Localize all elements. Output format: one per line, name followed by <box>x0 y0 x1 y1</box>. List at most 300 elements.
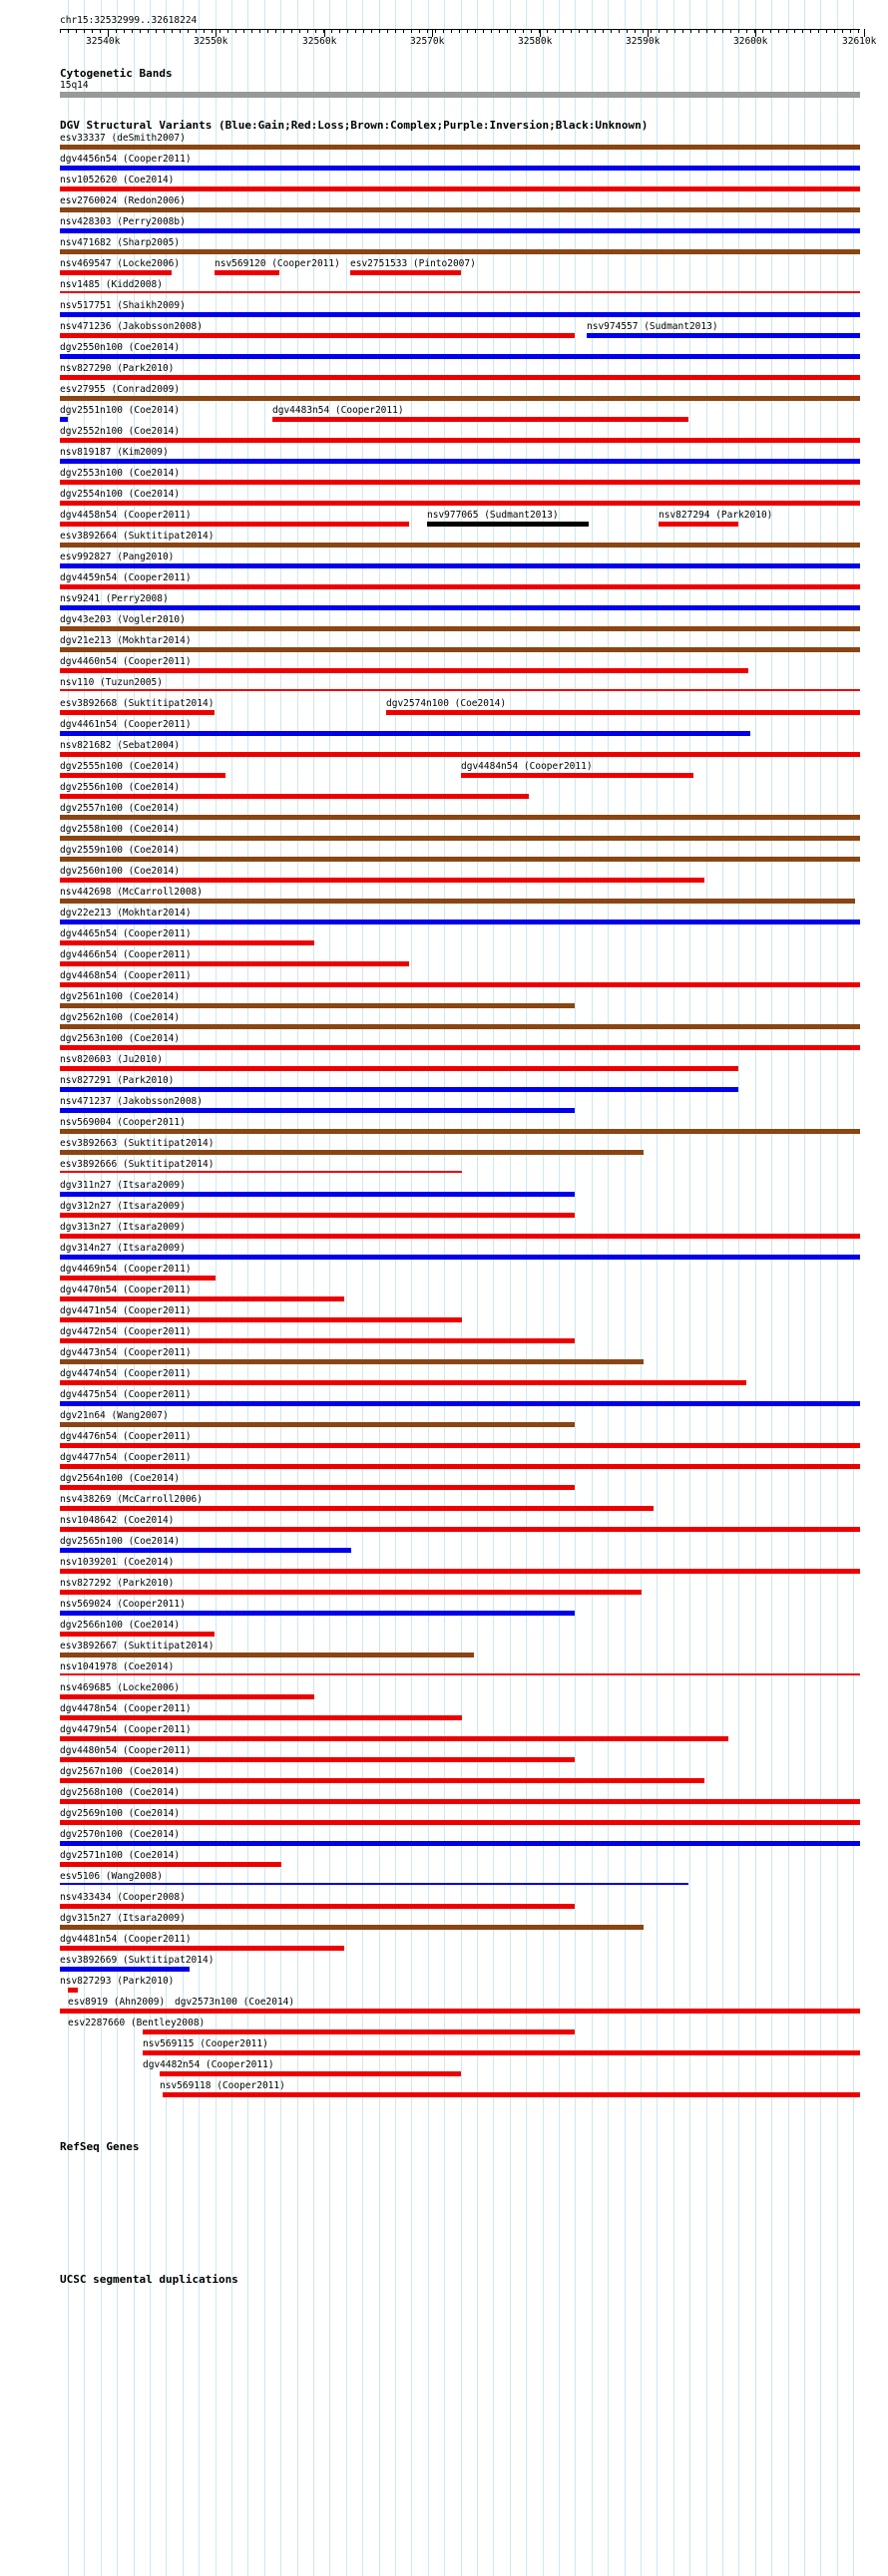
variant-label: dgv4481n54 (Cooper2011) <box>60 1934 192 1945</box>
ruler-minor-tick <box>371 29 372 33</box>
variant-label: dgv4477n54 (Cooper2011) <box>60 1452 192 1463</box>
variant-label: nsv821682 (Sebat2004) <box>60 740 181 751</box>
variant-bar <box>60 1171 462 1173</box>
ruler-minor-tick <box>531 29 532 33</box>
grid-line <box>411 0 412 2576</box>
variant-bar <box>60 186 860 191</box>
variant-label: nsv471237 (Jakobsson2008) <box>60 1096 203 1107</box>
ruler-minor-tick <box>299 29 300 33</box>
ruler-minor-tick <box>858 29 859 33</box>
variant-label: nsv827293 (Park2010) <box>60 1976 175 1987</box>
variant-bar <box>60 1255 860 1260</box>
ruler-minor-tick <box>818 29 819 33</box>
variant-bar <box>60 752 860 757</box>
variant-label: dgv2563n100 (Coe2014) <box>60 1033 181 1044</box>
ruler-minor-tick <box>659 29 660 33</box>
variant-bar <box>60 605 860 610</box>
variant-bar <box>659 522 738 527</box>
variant-bar <box>60 417 68 422</box>
ruler-minor-tick <box>651 29 652 33</box>
ruler-minor-tick <box>475 29 476 33</box>
ruler-minor-tick <box>850 29 851 33</box>
variant-bar <box>60 270 172 275</box>
ruler-minor-tick <box>515 29 516 33</box>
variant-label: esv2287660 (Bentley2008) <box>68 2018 206 2028</box>
variant-bar <box>60 1653 474 1657</box>
ruler-minor-tick <box>212 29 213 33</box>
variant-label: nsv442698 (McCarroll2008) <box>60 887 203 898</box>
grid-line <box>313 0 314 2576</box>
ruler-minor-tick <box>499 29 500 33</box>
variant-bar <box>60 1841 860 1846</box>
grid-line <box>771 0 772 2576</box>
variant-bar <box>60 1108 575 1113</box>
variant-label: dgv21e213 (Mokhtar2014) <box>60 635 192 646</box>
ruler-tick-label: 32610k <box>842 36 877 47</box>
segdups-title: UCSC segmental duplications <box>60 2273 238 2286</box>
variant-label: dgv4478n54 (Cooper2011) <box>60 1703 192 1714</box>
variant-bar <box>60 459 860 464</box>
variant-bar <box>60 1464 860 1469</box>
variant-label: dgv2558n100 (Coe2014) <box>60 824 181 835</box>
ruler-minor-tick <box>140 29 141 33</box>
ruler-minor-tick <box>682 29 683 33</box>
variant-bar <box>60 1338 575 1343</box>
grid-line <box>264 0 265 2576</box>
variant-bar <box>60 878 704 883</box>
variant-bar <box>60 1317 462 1322</box>
variant-bar <box>60 228 860 233</box>
variant-label: dgv2552n100 (Coe2014) <box>60 426 181 437</box>
ruler-minor-tick <box>291 29 292 33</box>
variant-label: dgv4461n54 (Cooper2011) <box>60 719 192 730</box>
variant-label: dgv4468n54 (Cooper2011) <box>60 970 192 981</box>
ruler-minor-tick <box>523 29 524 33</box>
variant-bar <box>143 2050 860 2055</box>
variant-bar <box>60 1925 644 1930</box>
variant-label: dgv4473n54 (Cooper2011) <box>60 1347 192 1358</box>
variant-bar <box>60 1757 575 1762</box>
variant-bar <box>60 794 529 799</box>
variant-bar <box>60 899 855 904</box>
ruler-minor-tick <box>76 29 77 33</box>
variant-bar <box>60 626 860 631</box>
ruler-minor-tick <box>307 29 308 33</box>
variant-bar <box>60 1883 688 1885</box>
ruler-minor-tick <box>491 29 492 33</box>
variant-label: nsv820603 (Ju2010) <box>60 1054 163 1065</box>
ruler-minor-tick <box>738 29 739 33</box>
variant-label: dgv2564n100 (Coe2014) <box>60 1473 181 1484</box>
variant-bar <box>350 270 461 275</box>
variant-label: dgv4484n54 (Cooper2011) <box>461 761 593 772</box>
variant-label: nsv819187 (Kim2009) <box>60 447 169 458</box>
grid-line <box>428 0 429 2576</box>
ruler-minor-tick <box>563 29 564 33</box>
ruler-minor-tick <box>259 29 260 33</box>
variant-label: dgv2573n100 (Coe2014) <box>175 1997 295 2008</box>
variant-bar <box>60 1694 314 1699</box>
variant-bar <box>60 1778 704 1783</box>
coordinates-label: chr15:32532999..32618224 <box>60 15 198 26</box>
ruler-minor-tick <box>611 29 612 33</box>
ruler-minor-tick <box>587 29 588 33</box>
ruler-minor-tick <box>427 29 428 33</box>
variant-label: dgv2567n100 (Coe2014) <box>60 1766 181 1777</box>
ruler-minor-tick <box>403 29 404 33</box>
ruler-minor-tick <box>363 29 364 33</box>
variant-bar <box>60 1715 462 1720</box>
variant-bar <box>60 375 860 380</box>
variant-bar <box>60 501 860 506</box>
ruler-minor-tick <box>547 29 548 33</box>
ruler-minor-tick <box>555 29 556 33</box>
variant-label: dgv4465n54 (Cooper2011) <box>60 928 192 939</box>
ruler-minor-tick <box>132 29 133 33</box>
ruler-minor-tick <box>267 29 268 33</box>
ruler-minor-tick <box>172 29 173 33</box>
variant-bar <box>60 2009 860 2014</box>
ruler-minor-tick <box>443 29 444 33</box>
ruler-minor-tick <box>666 29 667 33</box>
ruler-minor-tick <box>283 29 284 33</box>
ruler-minor-tick <box>435 29 436 33</box>
grid-line <box>804 0 805 2576</box>
variant-label: dgv2561n100 (Coe2014) <box>60 991 181 1002</box>
variant-label: nsv1048642 (Coe2014) <box>60 1515 175 1526</box>
variant-bar <box>60 940 314 945</box>
variant-label: esv33337 (deSmith2007) <box>60 133 186 144</box>
variant-bar <box>60 1967 190 1972</box>
variant-bar <box>60 961 409 966</box>
grid-line <box>379 0 380 2576</box>
variant-label: nsv974557 (Sudmant2013) <box>587 321 718 332</box>
ruler-minor-tick <box>786 29 787 33</box>
variant-label: dgv314n27 (Itsara2009) <box>60 1243 186 1254</box>
variant-label: esv3892668 (Suktitipat2014) <box>60 698 215 709</box>
variant-bar <box>60 480 860 485</box>
variant-label: dgv2560n100 (Coe2014) <box>60 866 181 877</box>
variant-bar <box>60 1590 642 1595</box>
variant-bar <box>60 1234 860 1239</box>
variant-bar <box>60 1527 860 1532</box>
variant-bar <box>60 1506 654 1511</box>
variant-label: dgv4458n54 (Cooper2011) <box>60 510 192 521</box>
grid-line <box>231 0 232 2576</box>
variant-bar <box>60 1359 644 1364</box>
variant-bar <box>160 2071 461 2076</box>
variant-bar <box>60 1066 738 1071</box>
ruler-minor-tick <box>156 29 157 33</box>
grid-line <box>673 0 674 2576</box>
variant-label: dgv4456n54 (Cooper2011) <box>60 154 192 165</box>
ruler-minor-tick <box>706 29 707 33</box>
variant-bar <box>427 522 589 527</box>
variant-bar <box>60 668 748 673</box>
variant-bar <box>60 920 860 924</box>
ruler-minor-tick <box>92 29 93 33</box>
variant-label: dgv2562n100 (Coe2014) <box>60 1012 181 1023</box>
ruler-minor-tick <box>148 29 149 33</box>
variant-bar <box>60 1946 344 1951</box>
variant-label: dgv313n27 (Itsara2009) <box>60 1222 186 1233</box>
variant-label: nsv569004 (Cooper2011) <box>60 1117 186 1128</box>
ruler-minor-tick <box>595 29 596 33</box>
variant-label: dgv22e213 (Mokhtar2014) <box>60 908 192 919</box>
grid-line <box>477 0 478 2576</box>
ruler-tick-label: 32580k <box>518 36 553 47</box>
variant-label: nsv469547 (Locke2006) <box>60 258 181 269</box>
ruler-minor-tick <box>770 29 771 33</box>
variant-label: nsv471236 (Jakobsson2008) <box>60 321 203 332</box>
variant-bar <box>215 270 279 275</box>
grid-line <box>575 0 576 2576</box>
variant-label: nsv569118 (Cooper2011) <box>160 2080 285 2091</box>
ruler-minor-tick <box>243 29 244 33</box>
ruler-minor-tick <box>714 29 715 33</box>
variant-bar <box>60 1569 860 1574</box>
ruler-minor-tick <box>507 29 508 33</box>
grid-line <box>543 0 544 2576</box>
variant-label: esv5106 (Wang2008) <box>60 1871 163 1882</box>
ruler-minor-tick <box>459 29 460 33</box>
grid-line <box>657 0 658 2576</box>
variant-label: nsv1041978 (Coe2014) <box>60 1661 175 1672</box>
ruler-minor-tick <box>235 29 236 33</box>
ruler-minor-tick <box>674 29 675 33</box>
variant-label: dgv312n27 (Itsara2009) <box>60 1201 186 1212</box>
variant-bar <box>60 857 860 862</box>
ruler-minor-tick <box>68 29 69 33</box>
variant-label: dgv2550n100 (Coe2014) <box>60 342 181 353</box>
ruler-tick-label: 32540k <box>86 36 121 47</box>
variant-label: nsv1039201 (Coe2014) <box>60 1557 175 1568</box>
variant-bar <box>60 1213 575 1218</box>
variant-bar <box>143 2029 575 2034</box>
variant-bar <box>60 1673 860 1675</box>
ruler-minor-tick <box>619 29 620 33</box>
variant-label: nsv110 (Tuzun2005) <box>60 677 163 688</box>
variant-bar <box>60 647 860 652</box>
variant-label: dgv2556n100 (Coe2014) <box>60 782 181 793</box>
variant-bar <box>60 1401 860 1406</box>
variant-bar <box>60 773 225 778</box>
ruler-tick-label: 32570k <box>410 36 445 47</box>
ruler-minor-tick <box>60 29 61 33</box>
ruler-minor-tick <box>84 29 85 33</box>
ruler-minor-tick <box>635 29 636 33</box>
grid-line <box>853 0 854 2576</box>
variant-bar <box>461 773 693 778</box>
variant-label: dgv4480n54 (Cooper2011) <box>60 1745 192 1756</box>
variant-bar <box>60 815 860 820</box>
ruler-minor-tick <box>387 29 388 33</box>
ruler-minor-tick <box>331 29 332 33</box>
variant-bar <box>60 1045 860 1050</box>
variant-label: dgv2570n100 (Coe2014) <box>60 1829 181 1840</box>
variant-bar <box>60 249 860 254</box>
variant-bar <box>60 710 215 715</box>
ruler-minor-tick <box>627 29 628 33</box>
variant-label: dgv2565n100 (Coe2014) <box>60 1536 181 1547</box>
variant-label: dgv4482n54 (Cooper2011) <box>143 2059 274 2070</box>
ruler-minor-tick <box>116 29 117 33</box>
ruler-minor-tick <box>124 29 125 33</box>
variant-label: dgv2555n100 (Coe2014) <box>60 761 181 772</box>
ruler-minor-tick <box>826 29 827 33</box>
grid-line <box>526 0 527 2576</box>
cytoband-bar <box>60 92 860 98</box>
grid-line <box>362 0 363 2576</box>
variant-label: dgv4459n54 (Cooper2011) <box>60 572 192 583</box>
variant-label: dgv4470n54 (Cooper2011) <box>60 1285 192 1295</box>
variant-label: dgv4476n54 (Cooper2011) <box>60 1431 192 1442</box>
grid-line <box>346 0 347 2576</box>
ruler-minor-tick <box>603 29 604 33</box>
ruler-minor-tick <box>100 29 101 33</box>
variant-bar <box>60 563 860 568</box>
variant-bar <box>60 836 860 841</box>
variant-label: dgv4469n54 (Cooper2011) <box>60 1264 192 1275</box>
variant-bar <box>60 584 860 589</box>
variant-bar <box>60 166 860 171</box>
variant-label: dgv43e203 (Vogler2010) <box>60 614 186 625</box>
grid-line <box>608 0 609 2576</box>
variant-bar <box>60 312 860 317</box>
variant-bar <box>60 1611 575 1616</box>
ruler-minor-tick <box>690 29 691 33</box>
variant-label: nsv517751 (Shaikh2009) <box>60 300 186 311</box>
variant-bar <box>60 1443 860 1448</box>
variant-label: esv992827 (Pang2010) <box>60 552 175 562</box>
ruler-minor-tick <box>379 29 380 33</box>
grid-line <box>641 0 642 2576</box>
refseq-title: RefSeq Genes <box>60 2140 140 2153</box>
grid-line <box>216 0 217 2576</box>
ruler-minor-tick <box>180 29 181 33</box>
variant-bar <box>60 1422 575 1427</box>
ruler-minor-tick <box>196 29 197 33</box>
ruler-minor-tick <box>188 29 189 33</box>
ruler-minor-tick <box>571 29 572 33</box>
grid-line <box>689 0 690 2576</box>
variant-bar <box>60 333 575 338</box>
variant-label: dgv315n27 (Itsara2009) <box>60 1913 186 1924</box>
ruler-minor-tick <box>810 29 811 33</box>
variant-bar <box>60 1380 746 1385</box>
variant-label: nsv827290 (Park2010) <box>60 363 175 374</box>
ruler-minor-tick <box>220 29 221 33</box>
variant-bar <box>60 354 860 359</box>
variant-bar <box>60 1548 351 1553</box>
ruler-minor-tick <box>794 29 795 33</box>
variant-label: esv27955 (Conrad2009) <box>60 384 181 395</box>
ruler-minor-tick <box>722 29 723 33</box>
dgv-title: DGV Structural Variants (Blue:Gain;Red:Loss;Brown:Complex;Purple:Inversion;Black:Unknown) <box>60 119 649 132</box>
grid-line <box>199 0 200 2576</box>
ruler-minor-tick <box>315 29 316 33</box>
variant-label: dgv4475n54 (Cooper2011) <box>60 1389 192 1400</box>
variant-label: nsv977065 (Sudmant2013) <box>427 510 559 521</box>
variant-bar <box>163 2092 860 2097</box>
variant-label: nsv428303 (Perry2008b) <box>60 216 186 227</box>
ruler-minor-tick <box>355 29 356 33</box>
variant-label: dgv4466n54 (Cooper2011) <box>60 949 192 960</box>
variant-bar <box>60 689 860 691</box>
variant-bar <box>60 1820 860 1825</box>
variant-label: dgv2574n100 (Coe2014) <box>386 698 507 709</box>
variant-label: dgv4479n54 (Cooper2011) <box>60 1724 192 1735</box>
grid-line <box>444 0 445 2576</box>
variant-bar <box>60 438 860 443</box>
grid-line <box>297 0 298 2576</box>
variant-bar <box>60 291 860 293</box>
variant-label: dgv2553n100 (Coe2014) <box>60 468 181 479</box>
grid-line <box>755 0 756 2576</box>
variant-label: dgv2559n100 (Coe2014) <box>60 845 181 856</box>
ruler-minor-tick <box>395 29 396 33</box>
variant-bar <box>60 731 750 736</box>
grid-line <box>820 0 821 2576</box>
variant-label: dgv2554n100 (Coe2014) <box>60 489 181 500</box>
variant-label: nsv827291 (Park2010) <box>60 1075 175 1086</box>
variant-label: dgv2571n100 (Coe2014) <box>60 1850 181 1861</box>
variant-bar <box>60 982 860 987</box>
grid-line <box>706 0 707 2576</box>
grid-line <box>510 0 511 2576</box>
variant-label: nsv471682 (Sharp2005) <box>60 237 181 248</box>
variant-bar <box>60 1192 575 1197</box>
variant-label: dgv2568n100 (Coe2014) <box>60 1787 181 1798</box>
variant-bar <box>60 1276 216 1281</box>
variant-label: nsv569024 (Cooper2011) <box>60 1599 186 1610</box>
grid-line <box>722 0 723 2576</box>
variant-label: esv3892667 (Suktitipat2014) <box>60 1641 215 1652</box>
variant-bar <box>60 1003 575 1008</box>
variant-label: dgv21n64 (Wang2007) <box>60 1410 169 1421</box>
variant-label: nsv1485 (Kidd2008) <box>60 279 163 290</box>
variant-label: dgv311n27 (Itsara2009) <box>60 1180 186 1191</box>
variant-label: nsv569120 (Cooper2011) <box>215 258 340 269</box>
variant-label: nsv9241 (Perry2008) <box>60 593 169 604</box>
variant-bar <box>60 1862 281 1867</box>
variant-label: nsv827292 (Park2010) <box>60 1578 175 1589</box>
ruler-minor-tick <box>698 29 699 33</box>
ruler-minor-tick <box>842 29 843 33</box>
variant-bar <box>60 1296 344 1301</box>
variant-label: esv3892663 (Suktitipat2014) <box>60 1138 215 1149</box>
grid-line <box>738 0 739 2576</box>
variant-bar <box>60 543 860 548</box>
ruler-tick-label: 32550k <box>194 36 228 47</box>
ruler-minor-tick <box>339 29 340 33</box>
variant-label: nsv433434 (Cooper2008) <box>60 1892 186 1903</box>
ruler-minor-tick <box>579 29 580 33</box>
grid-line <box>493 0 494 2576</box>
ruler-minor-tick <box>730 29 731 33</box>
grid-line <box>559 0 560 2576</box>
variant-bar <box>60 1904 575 1909</box>
variant-label: esv8919 (Ahn2009) <box>68 1997 166 2008</box>
ruler-tick-label: 32590k <box>626 36 661 47</box>
ruler-minor-tick <box>802 29 803 33</box>
ruler-minor-tick <box>347 29 348 33</box>
ruler-minor-tick <box>746 29 747 33</box>
ruler-minor-tick <box>467 29 468 33</box>
ruler-minor-tick <box>227 29 228 33</box>
grid-line <box>625 0 626 2576</box>
variant-label: dgv4474n54 (Cooper2011) <box>60 1368 192 1379</box>
